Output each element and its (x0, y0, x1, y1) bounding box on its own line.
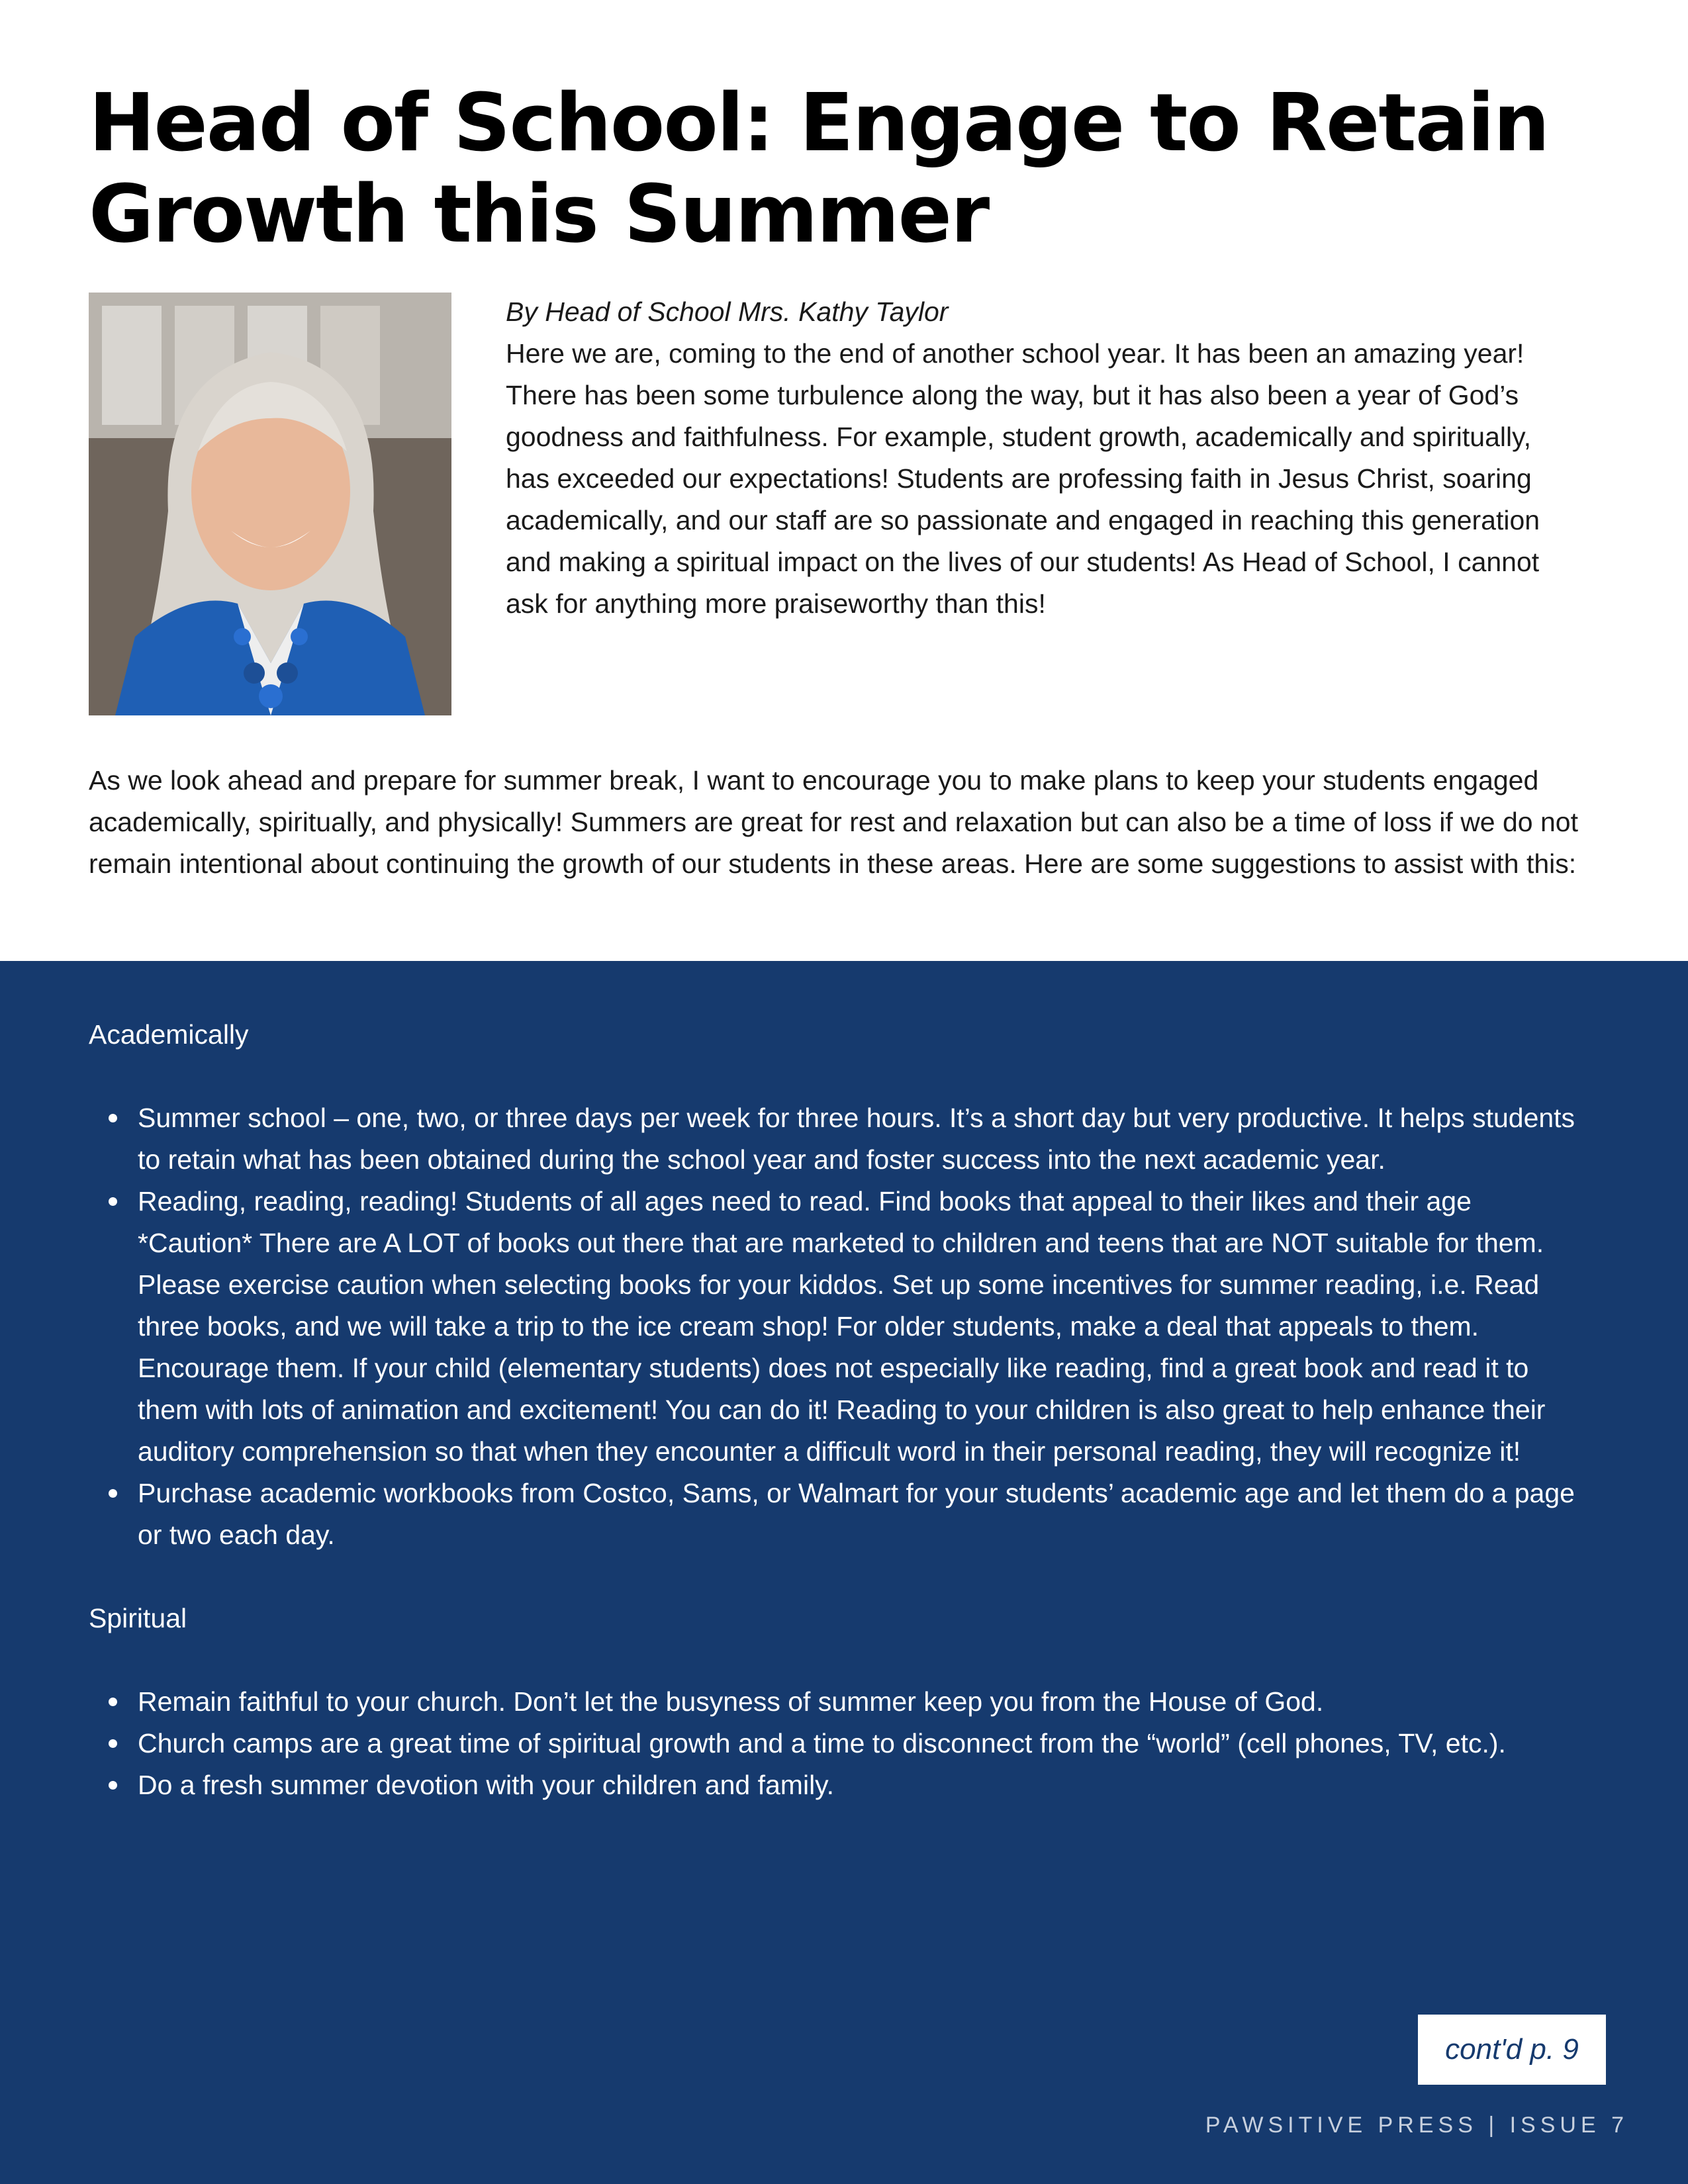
spiritual-list (89, 1681, 1578, 1806)
list-item: Reading, reading, reading! Students of all ages need to read. Find books that appeal to their likes and their age *Caution* There are A LOT of books out there that are marketed to children and teens that are NOT suitable for them. Please exercise caution when selecting books for your kiddos. Set up some incentives for summer reading, i.e. Read three books, and we will take a trip to the ice cream shop! For older students, make a deal that appeals to them. Encourage them. If your child (elementary students) does not especially like reading, find a great book and read it to them with lots of animation and excitement! You can do it! Reading to your children is also great to help enhance their auditory comprehension so that when they encounter a difficult word in their personal reading, they will recognize it! (89, 1181, 1578, 1473)
suggestions-panel (0, 961, 1688, 2184)
author-photo (89, 293, 451, 715)
list-item: Remain faithful to your church. Don’t let the busyness of summer keep you from the House of God. (89, 1681, 1578, 1723)
list-item: Summer school – one, two, or three days per week for three hours. It’s a short day but very productive. It helps students to retain what has been obtained during the school year and foster success into the next academic year. (89, 1097, 1578, 1181)
academic-list (89, 1097, 1578, 1556)
lead-paragraph: As we look ahead and prepare for summer break, I want to encourage you to make plans to keep your students engaged academically, spiritually, and physically! Summers are great for rest and relaxation but can also be a time of loss if we do not remain intentional about continuing the growth of our students in these areas. Here are some suggestions to assist with this: (89, 765, 1578, 879)
continued-label: cont'd p. 9 (1418, 2015, 1606, 2085)
article-title: Head of School: Engage to Retain Growth this Summer (89, 77, 1549, 261)
author-byline: By Head of School Mrs. Kathy Taylor (506, 296, 949, 327)
list-item: Purchase academic workbooks from Costco, Sams, or Walmart for your students’ academic age and let them do a page or two each day. (89, 1473, 1578, 1556)
list-item: Church camps are a great time of spiritual growth and a time to disconnect from the “world” (cell phones, TV, etc.). (89, 1723, 1578, 1764)
section-heading-academic: Academically (89, 1019, 249, 1050)
footer-issue: PAWSITIVE PRESS | ISSUE 7 (1205, 2113, 1628, 2138)
list-item: Do a fresh summer devotion with your children and family. (89, 1764, 1578, 1806)
intro-paragraph: Here we are, coming to the end of another school year. It has been an amazing year! There has been some turbulence along the way, but it has also been a year of God’s goodness and faithfulness. For example, student growth, academically and spiritually, has exceeded our expectations! Students are professing faith in Jesus Christ, soaring academically, and our staff are so passionate and engaged in reaching this generation and making a spiritual impact on the lives of our students! As Head of School, I cannot ask for anything more praiseworthy than this! (506, 338, 1540, 619)
section-heading-spiritual: Spiritual (89, 1603, 187, 1633)
